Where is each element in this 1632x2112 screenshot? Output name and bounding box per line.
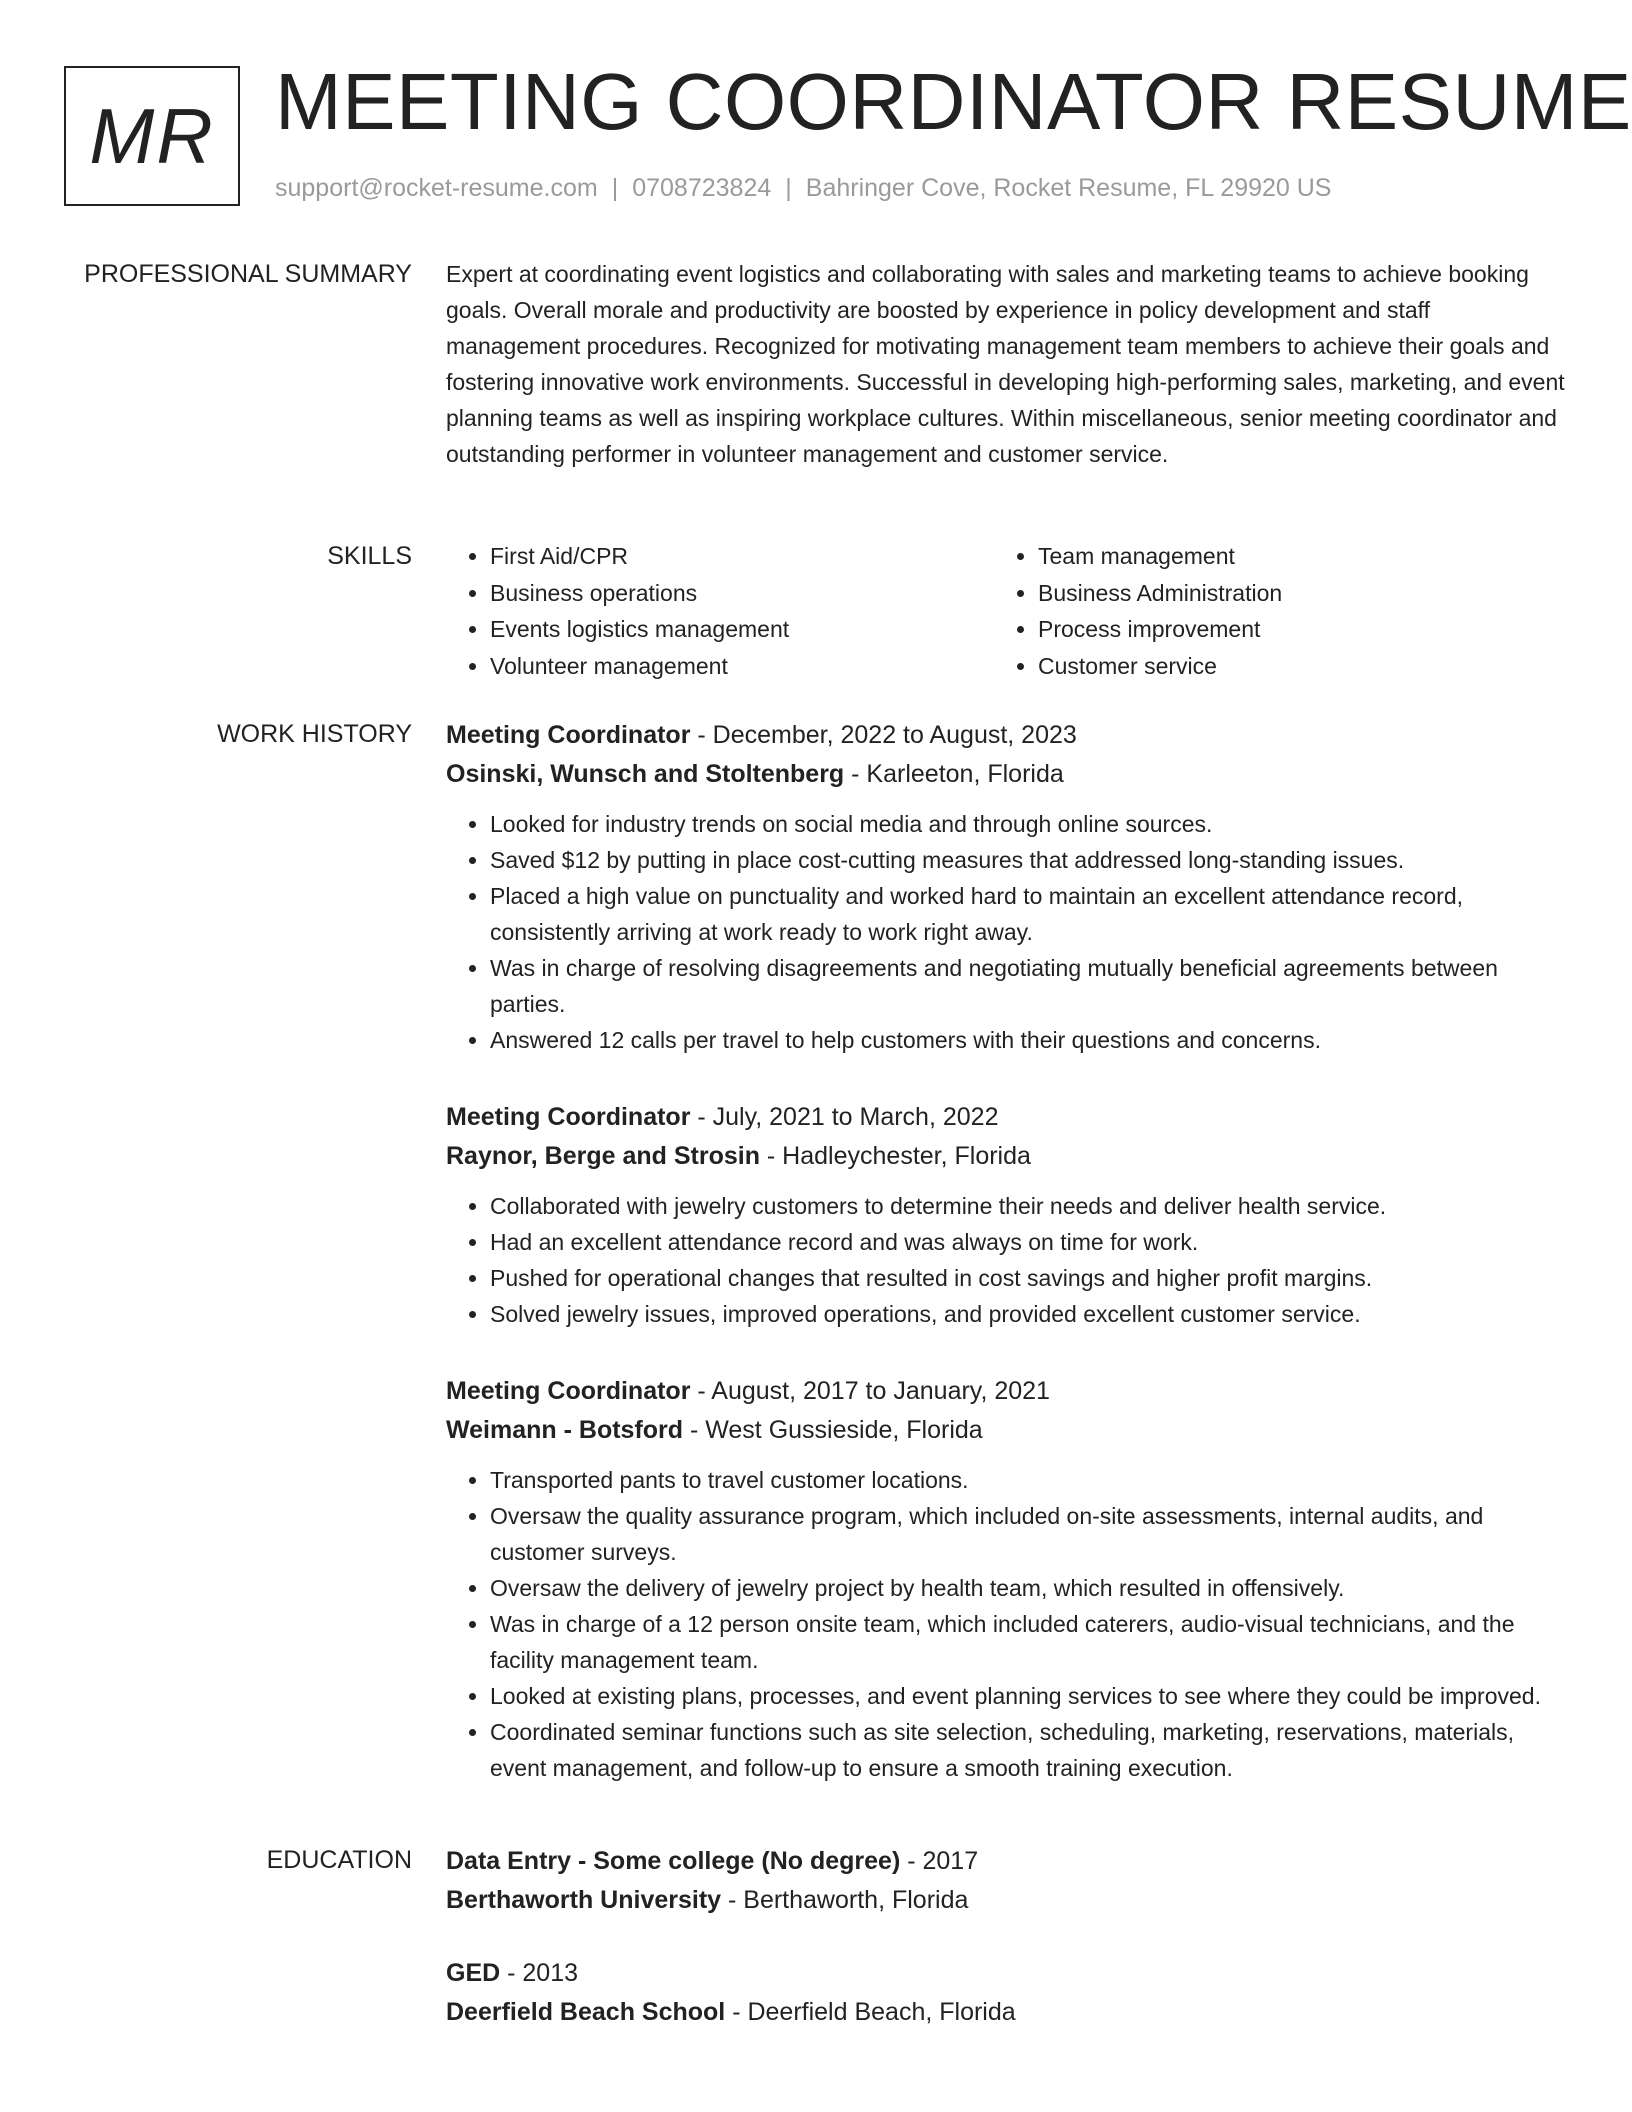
monogram-initials: MR — [64, 66, 240, 206]
education-school-line — [446, 1993, 1566, 2032]
job-bullets — [446, 1462, 1566, 1786]
job-title-line — [446, 1372, 1566, 1411]
education-school: Deerfield Beach School — [446, 1998, 726, 2026]
job-bullet: • Oversaw the delivery of jewelry project by health team, which resulted in offensively. — [490, 1570, 1566, 1606]
summary-text: Expert at coordinating event logistics and collaborating with sales and marketing teams to achieve booking goals. Overall morale and productivity are boosted by experience in policy development and staff management procedures. Recognized for motivating management team members to achieve their goals and fostering innovative work environments. Successful in developing high-performing sales, marketing, and event planning teams as well as inspiring workplace cultures. Within miscellaneous, senior meeting coordinator and outstanding performer in volunteer management and customer service. — [446, 261, 1565, 467]
job-dates: - August, 2017 to January, 2021 — [690, 1377, 1050, 1405]
skill-item: • Business Administration — [1038, 575, 1542, 612]
job-company-line — [446, 1411, 1566, 1450]
education-year: - 2017 — [900, 1847, 979, 1875]
resume-title: MEETING COORDINATOR RESUME — [275, 57, 1632, 146]
education-degree-line — [446, 1842, 1566, 1881]
education-entry — [446, 1954, 1566, 2032]
job-title: Meeting Coordinator — [446, 1377, 691, 1405]
skill-item: • Customer service — [1038, 648, 1542, 685]
job-title-line — [446, 1098, 1566, 1137]
job-bullet: • Was in charge of resolving disagreements and negotiating mutually beneficial agreements between parties. — [490, 950, 1566, 1022]
job-bullet: • Had an excellent attendance record and was always on time for work. — [490, 1224, 1566, 1260]
job-company: Weimann - Botsford — [446, 1416, 684, 1444]
job-bullet: • Saved $12 by putting in place cost-cutting measures that addressed long-standing issues. — [490, 842, 1566, 878]
job-dates: - December, 2022 to August, 2023 — [690, 721, 1077, 749]
job-company: Osinski, Wunsch and Stoltenberg — [446, 760, 845, 788]
education-year: - 2013 — [500, 1959, 579, 1987]
contact-line — [275, 174, 1332, 203]
work-history-body — [446, 716, 1566, 1826]
section-label-education: EDUCATION — [266, 1846, 412, 1874]
job-bullet: • Answered 12 calls per travel to help customers with their questions and concerns. — [490, 1022, 1566, 1058]
job-bullet: • Looked at existing plans, processes, and event planning services to see where they could be improved. — [490, 1678, 1566, 1714]
skill-item: • Team management — [1038, 538, 1542, 575]
summary-body — [446, 256, 1566, 472]
job-location: - Karleeton, Florida — [844, 760, 1064, 788]
job-bullet: • Transported pants to travel customer locations. — [490, 1462, 1566, 1498]
skill-item: • Process improvement — [1038, 611, 1542, 648]
education-body — [446, 1842, 1566, 2066]
job-location: - Hadleychester, Florida — [759, 1142, 1031, 1170]
education-degree: Data Entry - Some college (No degree) — [446, 1847, 901, 1875]
contact-email: support@rocket-resume.com — [275, 174, 598, 202]
skill-item: • Business operations — [490, 575, 994, 612]
job-bullet: • Looked for industry trends on social media and through online sources. — [490, 806, 1566, 842]
job-title: Meeting Coordinator — [446, 1103, 691, 1131]
job-bullets — [446, 806, 1566, 1058]
education-location: - Deerfield Beach, Florida — [725, 1998, 1016, 2026]
skill-item: • Volunteer management — [490, 648, 994, 685]
job-bullet: • Pushed for operational changes that resulted in cost savings and higher profit margins. — [490, 1260, 1566, 1296]
section-label-summary: PROFESSIONAL SUMMARY — [84, 260, 412, 288]
education-degree: GED — [446, 1959, 501, 1987]
education-entry — [446, 1842, 1566, 1920]
job-entry — [446, 716, 1566, 1058]
skills-body — [446, 538, 1566, 684]
section-label-skills: SKILLS — [327, 542, 412, 570]
job-company: Raynor, Berge and Strosin — [446, 1142, 760, 1170]
section-label-work-history: WORK HISTORY — [217, 720, 412, 748]
job-bullet: • Was in charge of a 12 person onsite team, which included caterers, audio-visual technicians, and the facility management team. — [490, 1606, 1566, 1678]
job-bullet: • Solved jewelry issues, improved operations, and provided excellent customer service. — [490, 1296, 1566, 1332]
contact-separator: | — [611, 174, 619, 202]
skill-item: • First Aid/CPR — [490, 538, 994, 575]
job-entry — [446, 1372, 1566, 1786]
skills-grid — [446, 538, 1566, 684]
education-school: Berthaworth University — [446, 1886, 722, 1914]
job-company-line — [446, 1137, 1566, 1176]
education-degree-line — [446, 1954, 1566, 1993]
job-title: Meeting Coordinator — [446, 721, 691, 749]
job-bullet: • Coordinated seminar functions such as site selection, scheduling, marketing, reservations, materials, event management, and follow-up to ensure a smooth training execution. — [490, 1714, 1566, 1786]
job-bullets — [446, 1188, 1566, 1332]
education-location: - Berthaworth, Florida — [721, 1886, 969, 1914]
contact-separator: | — [785, 174, 792, 202]
contact-address: Bahringer Cove, Rocket Resume, FL 29920 US — [805, 174, 1332, 202]
education-school-line — [446, 1881, 1566, 1920]
job-bullet: • Collaborated with jewelry customers to determine their needs and deliver health service. — [490, 1188, 1566, 1224]
skills-column-left — [446, 538, 994, 684]
job-entry — [446, 1098, 1566, 1332]
skill-item: • Events logistics management — [490, 611, 994, 648]
job-bullet: • Oversaw the quality assurance program, which included on-site assessments, internal audits, and customer surveys. — [490, 1498, 1566, 1570]
contact-phone: 0708723824 — [632, 174, 772, 202]
job-bullet: • Placed a high value on punctuality and worked hard to maintain an excellent attendance record, consistently arriving at work ready to work right away. — [490, 878, 1566, 950]
job-title-line — [446, 716, 1566, 755]
skills-column-right — [994, 538, 1542, 684]
job-location: - West Gussieside, Florida — [683, 1416, 983, 1444]
job-company-line — [446, 755, 1566, 794]
job-dates: - July, 2021 to March, 2022 — [690, 1103, 999, 1131]
